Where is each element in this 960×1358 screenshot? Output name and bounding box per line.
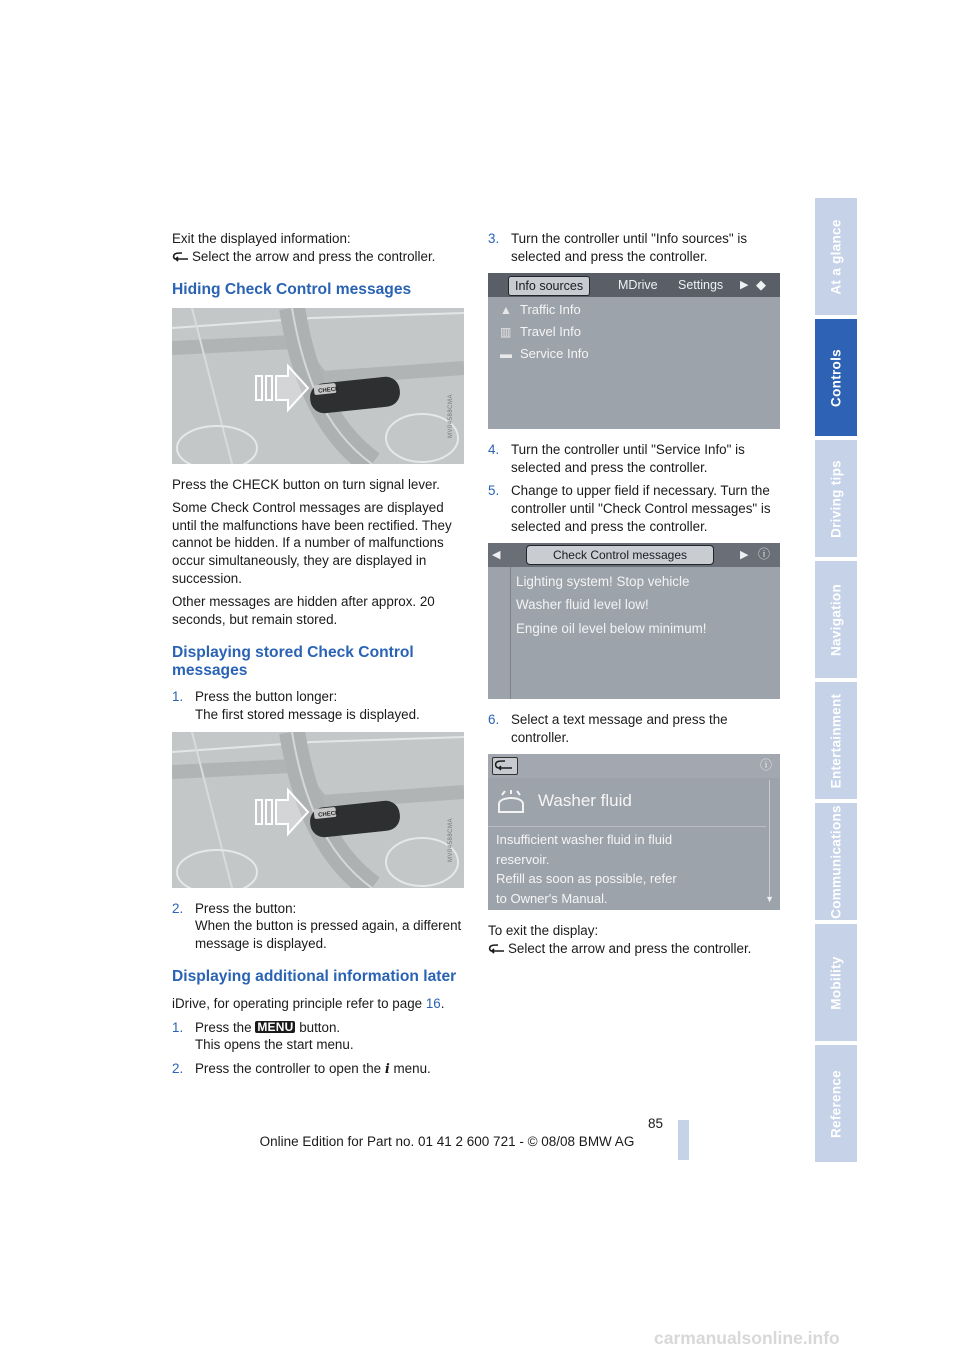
exit-display-text: To exit the display: [488, 923, 599, 939]
info-step: 2. Press the controller to open the i menu. [172, 1060, 431, 1077]
page-link[interactable]: 16 [425, 995, 441, 1011]
tab-reference[interactable]: Reference [815, 1045, 857, 1162]
controller-icon: ◆ [756, 277, 766, 293]
turn-signal-lever-image [172, 308, 464, 464]
exit-display-instruction: Select the arrow and press the controller. [488, 940, 784, 958]
idrive-screen-check-control [488, 543, 780, 699]
traffic-icon: ▲ [500, 303, 512, 318]
check-message[interactable]: Washer fluid level low! [516, 597, 649, 613]
chapter-tabs [815, 198, 857, 1166]
other-messages-text: Other messages are hidden after approx. 20 seconds, but remain stored. [172, 594, 435, 627]
tab-mobility[interactable]: Mobility [815, 924, 857, 1041]
back-button[interactable] [492, 757, 518, 775]
message-body: Insufficient washer fluid in fluid reservoir. Refill as soon as possible, refer to Owner's Manual. [496, 832, 677, 906]
idrive-reference: iDrive, for operating principle refer to page 16. [172, 995, 445, 1011]
back-arrow-icon [493, 758, 515, 772]
arrow-right-icon[interactable]: ▶ [740, 279, 749, 292]
turn-signal-lever-image-2 [172, 732, 464, 888]
menu-item-service-info[interactable]: ▬ Service Info [500, 344, 589, 364]
step-4: 4. Turn the controller until "Service Info" is selected and press the controller. [488, 442, 745, 475]
footer: Online Edition for Part no. 01 41 2 600 721 - © 08/08 BMW AG [259, 1134, 635, 1149]
tab-settings[interactable]: Settings [678, 278, 724, 293]
photo-code: MV04588CMA [448, 393, 455, 438]
svg-text:CHECK: CHECK [317, 810, 340, 819]
tab-entertainment[interactable]: Entertainment [815, 682, 857, 799]
svg-text:CHECK: CHECK [317, 386, 340, 395]
step-2: 2. Press the button: When the button is pressed again, a different message is displayed. [172, 900, 462, 951]
left-column [172, 230, 468, 1084]
tab-info-sources[interactable]: Info sources [508, 276, 590, 296]
some-check-text: Some Check Control messages are displayed until the malfunctions have been rectified. They cannot be hidden. If a number of malfunctions occur simultaneously, they are displayed in succession. [172, 500, 452, 586]
screen-divider [510, 567, 511, 699]
idrive-screen-info-sources [488, 273, 780, 429]
tab-mdrive[interactable]: MDrive [618, 278, 658, 293]
section-heading-additional: Displaying additional information later [172, 968, 457, 986]
section-heading-hiding: Hiding Check Control messages [172, 281, 412, 299]
step-5: 5. Change to upper field if necessary. Turn the controller until "Check Control messages" is selected and press the controller. [488, 483, 771, 534]
menu-key-icon: MENU [257, 1019, 294, 1034]
info-icon: i [384, 1061, 390, 1077]
menu-step: 1. Press the MENU button. This opens the start menu. [172, 1019, 354, 1053]
right-column [488, 230, 784, 964]
message-title-row [488, 782, 766, 827]
exit-instruction: Exit the displayed information: Select the arrow and press the controller. [172, 231, 436, 264]
section-heading-displaying: Displaying stored Check Control messages [172, 644, 414, 679]
scrollbar[interactable] [769, 780, 770, 902]
travel-icon: ▥ [500, 325, 512, 340]
washer-fluid-icon [496, 790, 526, 816]
page-marker [678, 1120, 689, 1160]
watermark: carmanualsonline.info [654, 1328, 840, 1348]
tab-communications[interactable]: Communications [815, 803, 857, 920]
tab-at-a-glance[interactable]: At a glance [815, 198, 857, 315]
message-title: Washer fluid [538, 791, 632, 811]
screen-title: Check Control messages [526, 545, 714, 565]
check-message[interactable]: Lighting system! Stop vehicle [516, 574, 690, 590]
screen-top-bar [488, 754, 780, 778]
back-arrow-icon [172, 252, 189, 262]
photo-code-2: MV04588CMA [448, 817, 455, 862]
info-icon: ⓘ [760, 758, 773, 773]
car-icon: ▬ [500, 347, 512, 362]
turn-signal-lever-photo [172, 308, 464, 464]
step-3: 3. Turn the controller until "Info sources" is selected and press the controller. [488, 231, 748, 264]
arrow-left-icon[interactable]: ◀ [492, 549, 501, 562]
menu-item-travel-info[interactable]: ▥ Travel Info [500, 322, 581, 342]
check-message[interactable]: Engine oil level below minimum! [516, 621, 707, 637]
page-number: 85 [648, 1116, 664, 1131]
menu-item-traffic-info[interactable]: ▲ Traffic Info [500, 300, 581, 320]
scroll-down-icon[interactable]: ▼ [765, 893, 774, 904]
step-6: 6. Select a text message and press the controller. [488, 712, 728, 745]
arrow-right-icon[interactable]: ▶ [740, 549, 749, 562]
press-check-text: Press the CHECK button on turn signal lever. [172, 476, 440, 492]
tab-controls[interactable]: Controls [815, 319, 857, 436]
step-1: 1. Press the button longer: The first stored message is displayed. [172, 689, 420, 723]
info-icon: ⓘ [758, 547, 771, 562]
idrive-screen-washer-fluid [488, 754, 780, 910]
back-arrow-icon [488, 944, 505, 954]
tab-driving-tips[interactable]: Driving tips [815, 440, 857, 557]
tab-navigation[interactable]: Navigation [815, 561, 857, 678]
turn-signal-lever-photo-2 [172, 732, 464, 888]
